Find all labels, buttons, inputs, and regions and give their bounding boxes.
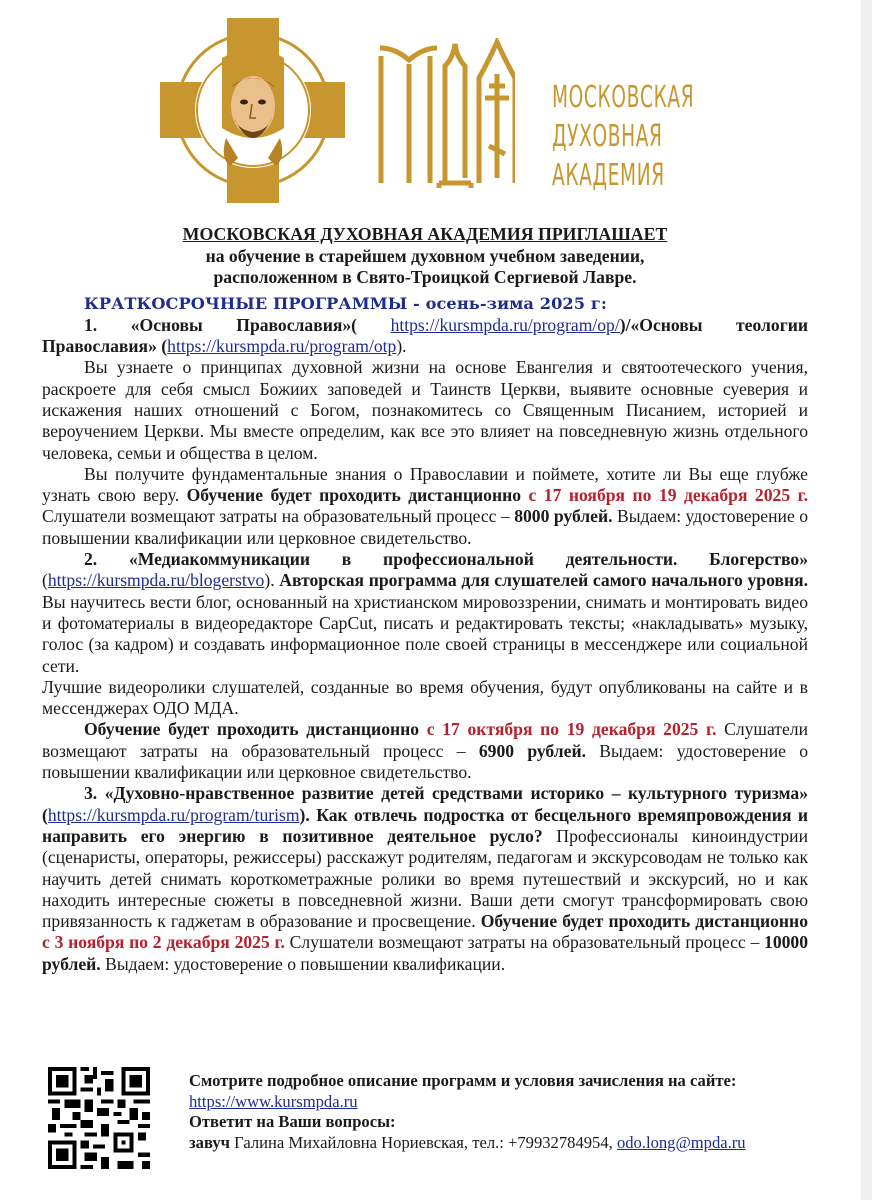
program-2-note: Лучшие видеоролики слушателей, созданные во время обучения, будут опубликованы на сайте и в мессенджерах ОДО МДА. <box>42 676 808 719</box>
program-number: 1. <box>84 314 98 335</box>
contact-line <box>189 1133 746 1154</box>
program-1-link-op[interactable]: https://kursmpda.ru/program/op/ <box>390 314 620 335</box>
format-note: Обучение будет проходить дистанционно <box>84 719 427 740</box>
program-title: «Духовно-нравственное развитие детей средствами историко – культурного туризма» ( <box>42 783 808 825</box>
text: Выдаем: удостоверение о повышении квалификации или церковное свидетельство. <box>42 506 808 548</box>
text: Выдаем: удостоверение о повышении квалификации. <box>100 953 506 974</box>
questions-label: Ответит на Ваши вопросы: <box>189 1112 396 1131</box>
header-logo-block <box>0 0 861 215</box>
text: Слушатели возмещают затраты на образовательный процесс – <box>284 932 765 953</box>
format-note: Обучение будет проходить дистанционно <box>186 485 529 506</box>
program-1-description: Вы узнаете о принципах духовной жизни на основе Евангелия и святоотеческого учения, раскроете для себя смысл Божиих заповедей и Таинств Церкви, выявите основные суеверия и искажения наших отношений с Богом, познакомитесь со Священным Писанием, историей и вероучением Церкви. Мы вместе определим, как все это влияет на повседневную жизнь отдельного человека, семьи и общества в целом. <box>42 357 808 463</box>
program-dates: с 17 ноября по 19 декабря 2025 г. <box>528 485 808 506</box>
program-3-link[interactable]: https://kursmpda.ru/program/turism <box>47 804 300 825</box>
academy-name-line: ДУХОВНАЯ <box>552 119 663 154</box>
program-1-title <box>42 315 808 358</box>
program-2-terms <box>42 719 808 783</box>
invitation-subtitle: расположенном в Свято-Троицкой Сергиевой Лавре. <box>213 267 637 288</box>
program-title: «Медиакоммуникации в профессиональной деятельности. Блогерство» <box>128 549 808 570</box>
document-body <box>42 224 808 975</box>
mda-monogram-icon <box>375 38 515 188</box>
format-note: Обучение будет проходить дистанционно <box>480 911 808 932</box>
program-dates: с 3 ноября по 2 декабря 2025 г. <box>42 932 285 953</box>
text: Выдаем: удостоверение о повышении квалификации или церковное свидетельство. <box>42 740 809 783</box>
see-more-text: Смотрите подробное описание программ и условия зачисления на сайте: <box>189 1071 737 1090</box>
text: Слушатели возмещают затраты на образовательный процесс – <box>42 719 808 761</box>
qr-code-icon[interactable] <box>48 1067 150 1169</box>
program-2-title: 2. «Медиакоммуникации в профессиональной деятельности. Блогерство» (https://kursmpda.ru/blogerstvo). Авторская программа для слушателей самого начального уровня. Вы научитесь вести блог, основанный на христианском мировоззрении, снимать и монтировать видео и фотоматериалы в видеоредакторе CapCut, писать и редактировать тексты; «накладывать» музыку, голос (за кадром) и создавать информационное поле своей страницы в мессенджере или социальной сети. <box>42 549 808 676</box>
programs-heading: КРАТКОСРОЧНЫЕ ПРОГРАММЫ - осень-зима 2025 г: <box>84 293 607 313</box>
academy-name <box>552 78 694 195</box>
program-1-link-otp[interactable]: https://kursmpda.ru/program/otp <box>167 336 397 357</box>
site-link[interactable]: https://www.kursmpda.ru <box>189 1091 358 1111</box>
contact-block <box>189 1071 746 1153</box>
program-price: 6900 рублей. <box>478 740 587 761</box>
program-price: 8000 рублей. <box>514 506 613 527</box>
program-dates: с 17 октября по 19 декабря 2025 г. <box>426 719 717 740</box>
punctuation: ). <box>299 804 310 825</box>
contact-role: завуч <box>189 1132 231 1152</box>
program-number: 3. <box>84 783 98 804</box>
program-question: Как отвлечь подростка от бесцельного времяпровождения и направить его энергию в позитивное деятельное русло? <box>42 804 808 846</box>
academy-name-line: МОСКОВСКАЯ <box>552 80 695 115</box>
contact-person: Галина Михайловна Нориевская, тел.: +79932784954, <box>230 1132 617 1152</box>
program-number: 2. <box>84 549 98 570</box>
invitation-subtitle: на обучение в старейшем духовном учебном заведении, <box>205 245 645 266</box>
program-3-block <box>42 783 808 975</box>
program-title: )/«Основы теологии Православия» ( <box>42 314 808 357</box>
invitation-title: МОСКОВСКАЯ ДУХОВНАЯ АКАДЕМИЯ ПРИГЛАШАЕТ <box>182 224 668 244</box>
program-2-link[interactable]: https://kursmpda.ru/blogerstvo <box>47 570 265 591</box>
program-3-description: Профессионалы киноиндустрии (сценаристы, операторы, режиссеры) расскажут родителям, педагогам и экскурсоводам не только как научить детей снимать короткометражные ролики во время путешествий и экскурсий, но и как находить интересные сюжеты в повседневной жизни. Ваши дети смогут трансформировать свою привязанность к гаджетам в образование и просвещение. <box>42 825 808 932</box>
text: Вы получите фундаментальные знания о Православии и поймете, хотите ли Вы еще глубже узнать свою веру. <box>42 463 808 506</box>
text: Слушатели возмещают затраты на образовательный процесс – <box>42 506 515 527</box>
page-side-margin <box>861 0 872 1200</box>
punctuation: ). <box>396 336 407 357</box>
program-title: «Основы Православия»( <box>130 314 358 335</box>
program-audience: Авторская программа для слушателей самого начального уровня. <box>279 570 808 591</box>
program-2-description: Вы научитесь вести блог, основанный на христианском мировоззрении, снимать и монтировать видео и фотоматериалы в видеоредакторе CapCut, писать и редактировать тексты; «накладывать» музыку, голос (за кадром) и создавать информационное поле своей страницы в мессенджере или социальной сети. <box>42 591 808 676</box>
academy-name-line: АКАДЕМИЯ <box>552 158 665 193</box>
program-1-terms <box>42 464 808 549</box>
program-price: 10000 рублей. <box>42 932 808 974</box>
cross-emblem-icon <box>160 18 345 203</box>
footer-contacts <box>44 1065 844 1175</box>
email-link[interactable]: odo.long@mpda.ru <box>616 1132 746 1152</box>
